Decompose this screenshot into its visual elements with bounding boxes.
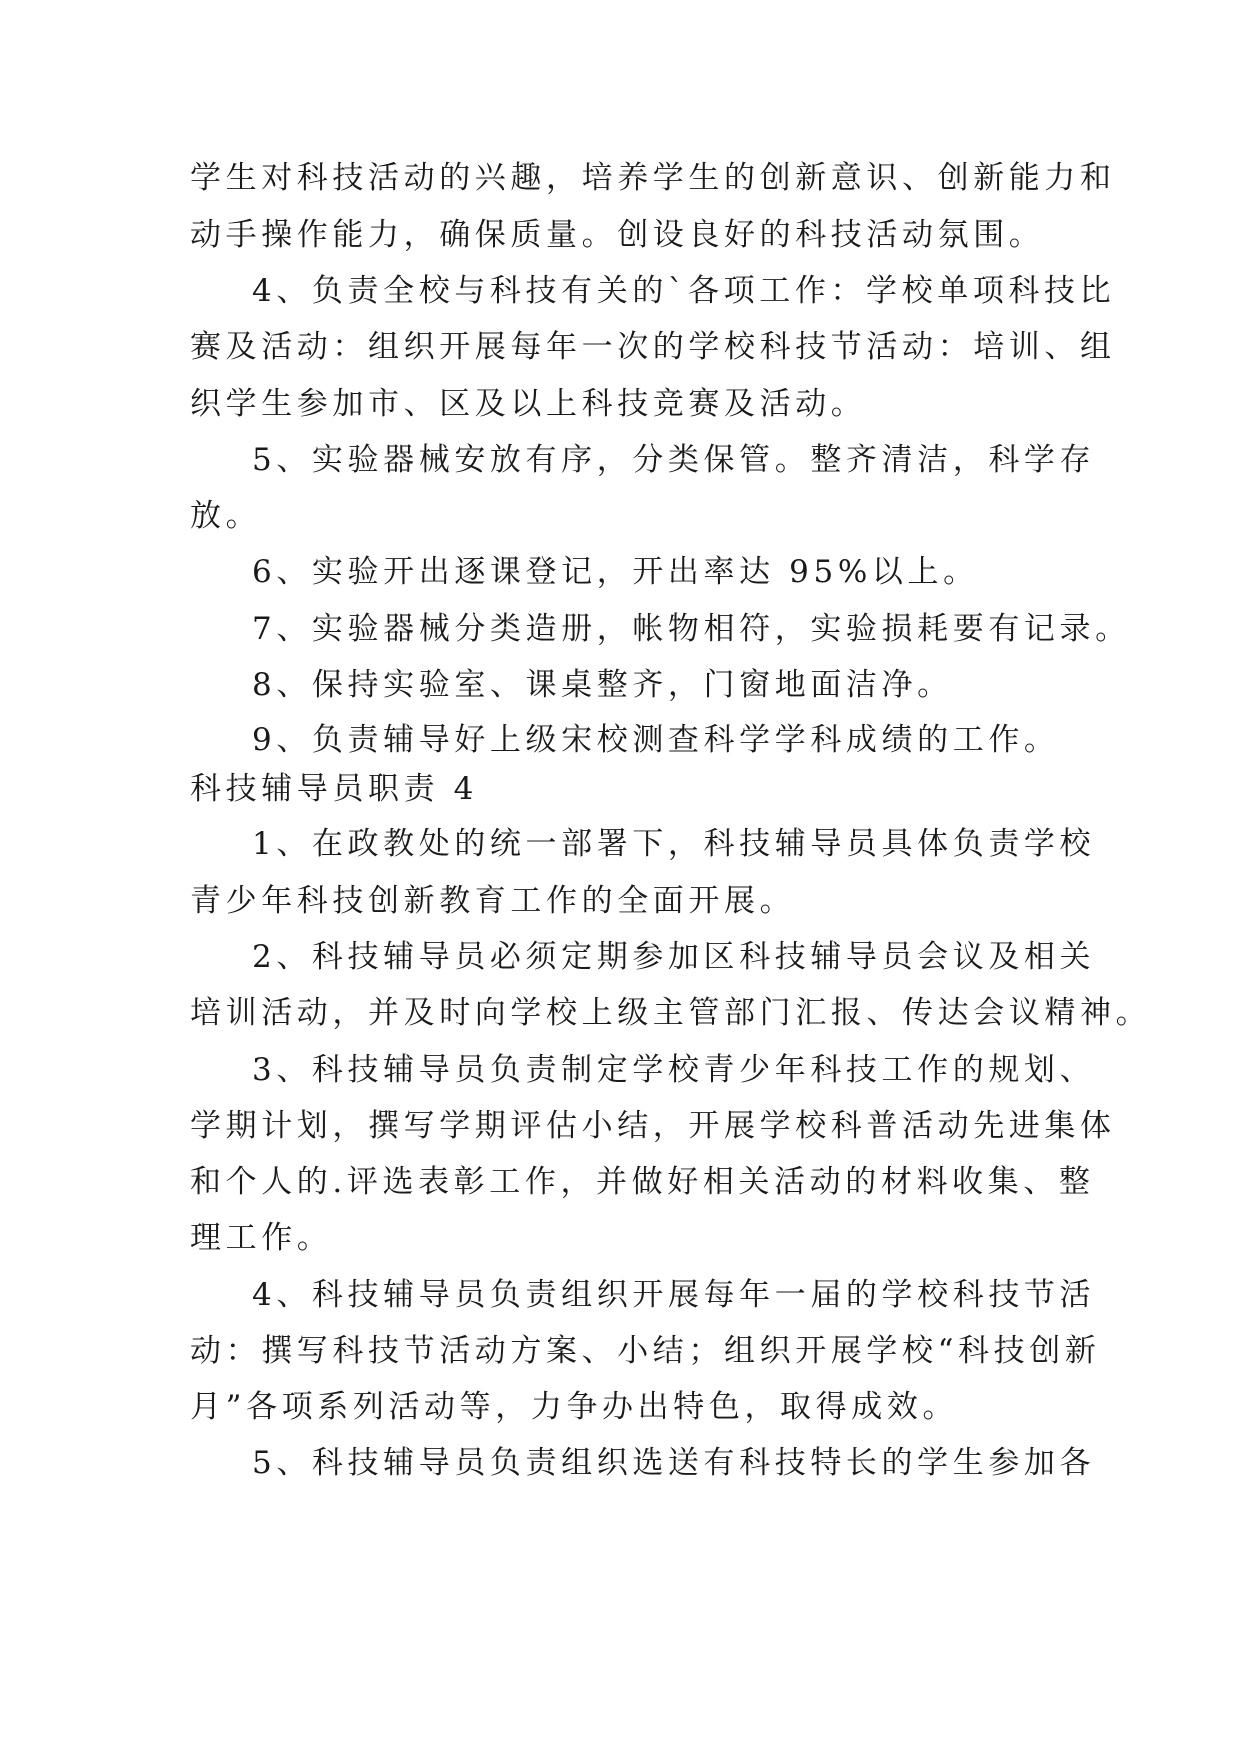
section-heading: 科技辅导员职责 4 [190, 771, 478, 807]
paragraph-line: 7、实验器械分类造册，帐物相符，实验损耗要有记录。 [252, 611, 1131, 647]
paragraph-line: 青少年科技创新教育工作的全面开展。 [190, 883, 796, 919]
paragraph-line: 4、负责全校与科技有关的`各项工作：学校单项科技比 [252, 273, 1116, 309]
paragraph-line: 2、科技辅导员必须定期参加区科技辅导员会议及相关 [252, 939, 1096, 975]
paragraph-line: 6、实验开出逐课登记，开出率达 95%以上。 [252, 554, 979, 590]
paragraph-line: 学期计划，撰写学期评估小结，开展学校科普活动先进集体 [190, 1108, 1116, 1144]
paragraph-line: 培训活动，并及时向学校上级主管部门汇报、传达会议精神。 [190, 995, 1152, 1031]
paragraph-line: 8、保持实验室、课桌整齐，门窗地面洁净。 [252, 667, 953, 703]
paragraph-line: 5、科技辅导员负责组织选送有科技特长的学生参加各 [252, 1445, 1096, 1481]
paragraph-line: 9、负责辅导好上级宋校测查科学学科成绩的工作。 [252, 722, 1060, 758]
paragraph-line: 3、科技辅导员负责制定学校青少年科技工作的规划、 [252, 1052, 1096, 1088]
paragraph-line: 1、在政教处的统一部署下，科技辅导员具体负责学校 [252, 826, 1096, 862]
paragraph-line: 动：撰写科技节活动方案、小结；组织开展学校“科技创新 [190, 1333, 1101, 1369]
paragraph-line: 和个人的.评选表彰工作，并做好相关活动的材料收集、整 [190, 1164, 1095, 1200]
paragraph-line: 放。 [190, 498, 262, 534]
paragraph-line: 动手操作能力，确保质量。创设良好的科技活动氛围。 [190, 217, 1045, 253]
paragraph-line: 赛及活动：组织开展每年一次的学校科技节活动：培训、组 [190, 329, 1116, 365]
paragraph-line: 学生对科技活动的兴趣，培养学生的创新意识、创新能力和 [190, 160, 1116, 196]
paragraph-line: 织学生参加市、区及以上科技竞赛及活动。 [190, 386, 867, 422]
paragraph-line: 理工作。 [190, 1220, 333, 1256]
paragraph-line: 月”各项系列活动等，力争办出特色，取得成效。 [190, 1389, 959, 1425]
paragraph-line: 4、科技辅导员负责组织开展每年一届的学校科技节活 [252, 1277, 1096, 1313]
paragraph-line: 5、实验器械安放有序，分类保管。整齐清洁，科学存 [252, 442, 1096, 478]
